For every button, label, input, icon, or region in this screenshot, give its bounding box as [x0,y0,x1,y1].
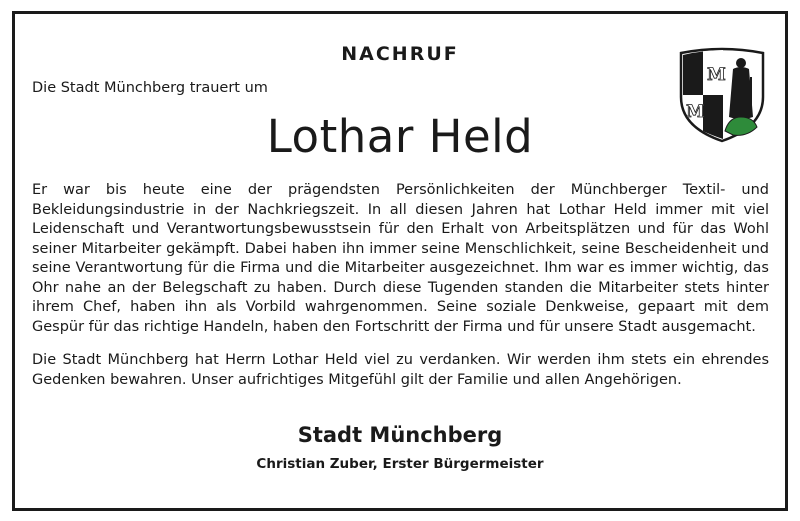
crest-dark-field [683,52,703,96]
paragraph-2: Die Stadt Münchberg hat Herrn Lothar Held viel zu verdanken. Wir werden ihm stets ein ehrendes Gedenken bewahren. Unser aufrichtiges Mitgefühl gilt der Familie und allen Angehörigen. [32,352,769,388]
crest-letter-2: M [686,102,705,122]
heading: NACHRUF [341,43,459,65]
signature-org: Stadt Münchberg [297,423,503,447]
crest-letter-1: M [707,65,726,85]
town-crest-icon [677,47,767,143]
paragraph-1: Er war bis heute eine der prägendsten Persönlichkeiten der Münchberger Textil- und Bekleidungsindustrie in der Nachkriegszeit. In all diesen Jahren hat Lothar Held immer mit viel Leidenschaft und Verantwortungsbewusstsein für den Erhalt von Arbeitsplätzen und für das Wohl seiner Mitarbeiter gekämpft. Dabei haben ihn immer seine Menschlichkeit, seine Bescheidenheit und seine Verantwortung für die Firma und die Mitarbeiter ausgezeichnet. Ihm war es immer wichtig, das Ohr nahe an der Belegschaft zu haben. Durch diese Tugenden standen die Mitarbeiter stets hinter ihrem Chef, haben ihn als Vorbild wahrgenommen. Seine soziale Denkweise, gepaart mit dem Gespür für das richtige Handeln, haben den Fortschritt der Firma und für unsere Stadt ausgemacht. [32,182,769,335]
signature-person: Christian Zuber, Erster Bürgermeister [256,456,544,472]
intro-text: Die Stadt Münchberg trauert um [32,80,268,96]
crest-dark-field-lower [703,95,723,139]
deceased-name: Lothar Held [266,110,534,163]
